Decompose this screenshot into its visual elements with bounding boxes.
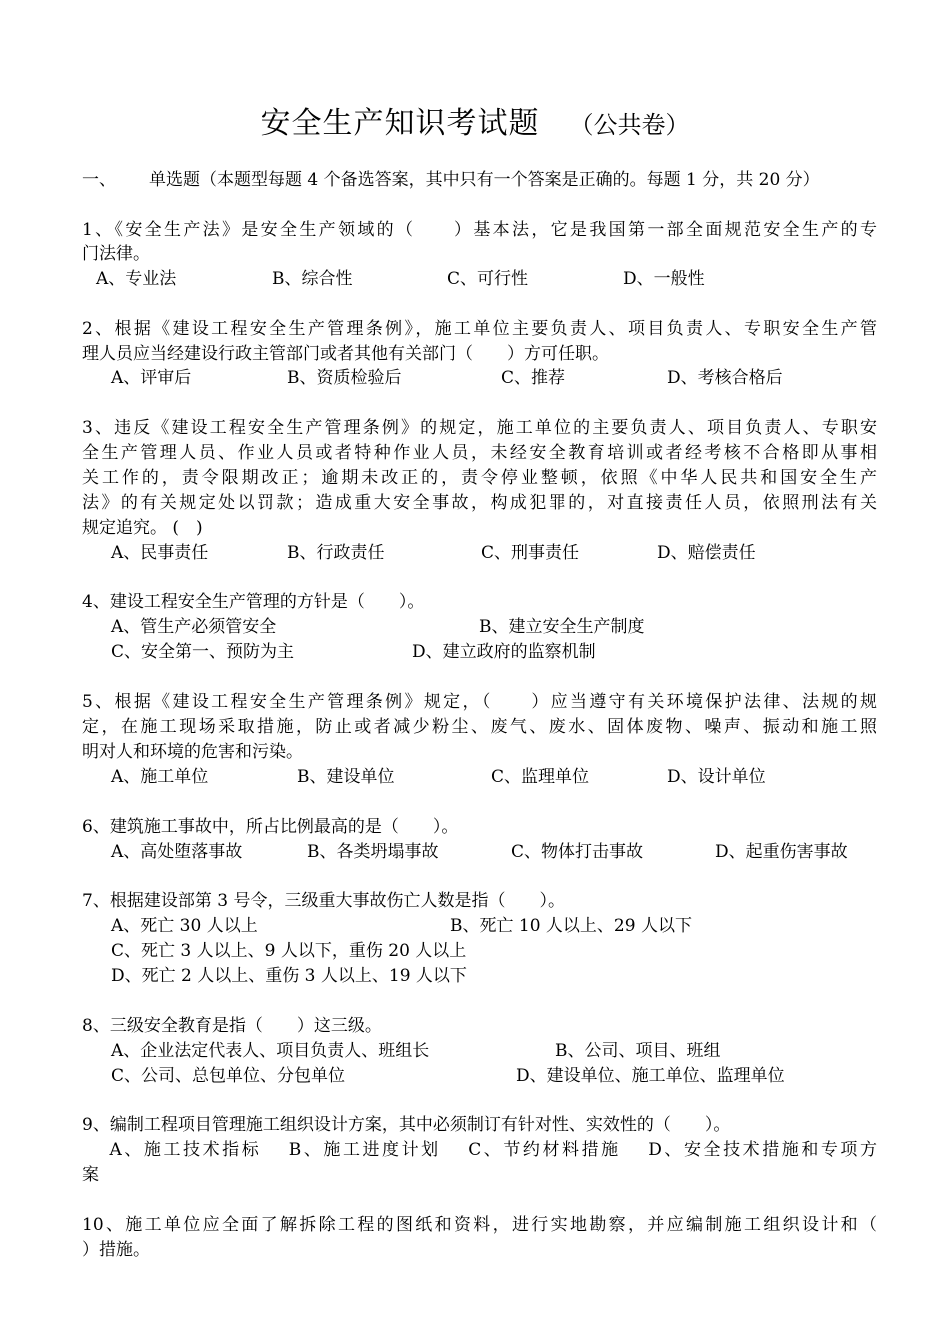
question-3-line-1: 3、违反《建设工程安全生产管理条例》的规定，施工单位的主要负责人、项目负责人、专职安 <box>82 418 877 438</box>
question-8-option-d: D、建设单位、施工单位、监理单位 <box>516 1066 785 1086</box>
question-4-option-a: A、管生产必须管安全 <box>111 617 277 637</box>
section-number: 一、 <box>82 170 116 190</box>
question-4-option-b: B、建立安全生产制度 <box>479 617 645 637</box>
question-1-line-1: 1、《安全生产法》是安全生产领域的（ ）基本法，它是我国第一部全面规范安全生产的专 <box>82 220 877 240</box>
question-7-option-c: C、死亡 3 人以上、9 人以下，重伤 20 人以上 <box>111 941 467 961</box>
question-3-option-c: C、刑事责任 <box>481 543 580 563</box>
question-3-line-5: 规定追究。 ( ) <box>82 518 203 538</box>
question-5-line-2: 定，在施工现场采取措施，防止或者减少粉尘、废气、废水、固体废物、噪声、振动和施工照 <box>82 717 877 737</box>
question-8-line-1: 8、三级安全教育是指（ ）这三级。 <box>82 1016 382 1036</box>
question-3-option-b: B、行政责任 <box>287 543 385 563</box>
question-4-option-d: D、建立政府的监察机制 <box>412 642 596 662</box>
title-sub: （公共卷） <box>569 111 690 139</box>
question-6-option-d: D、起重伤害事故 <box>715 842 848 862</box>
question-1-line-2: 门法律。 <box>82 244 150 264</box>
section-heading <box>82 168 820 192</box>
question-7-line-1: 7、根据建设部第 3 号令，三级重大事故伤亡人数是指（ ）。 <box>82 891 565 911</box>
question-5-line-3: 明对人和环境的危害和污染。 <box>82 742 303 762</box>
question-5-option-c: C、监理单位 <box>491 767 590 787</box>
question-6-line-1: 6、建筑施工事故中，所占比例最高的是（ ）。 <box>82 817 459 837</box>
question-5-option-a: A、施工单位 <box>111 767 209 787</box>
question-2-line-1: 2、根据《建设工程安全生产管理条例》，施工单位主要负责人、项目负责人、专职安全生产管 <box>82 319 877 339</box>
question-1-option-c: C、可行性 <box>447 269 529 289</box>
question-6-option-b: B、各类坍塌事故 <box>307 842 439 862</box>
question-6-option-a: A、高处堕落事故 <box>111 842 243 862</box>
section-text: 单选题（本题型每题 4 个备选答案，其中只有一个答案是正确的。每题 1 分，共 20 分） <box>149 170 820 190</box>
question-2-option-c: C、推荐 <box>501 368 566 388</box>
question-7-option-b: B、死亡 10 人以上、29 人以下 <box>450 916 692 936</box>
question-2-option-a: A、评审后 <box>111 368 192 388</box>
question-9-options-line: A、施工技术指标 B、施工进度计划 C、节约材料措施 D、安全技术措施和专项方 <box>82 1140 877 1160</box>
question-2-option-b: B、资质检验后 <box>287 368 402 388</box>
question-1-option-d: D、一般性 <box>623 269 705 289</box>
question-8-option-b: B、公司、项目、班组 <box>555 1041 721 1061</box>
question-4-option-c: C、安全第一、预防为主 <box>111 642 295 662</box>
question-8-option-c: C、公司、总包单位、分包单位 <box>111 1066 346 1086</box>
exam-title <box>0 98 950 142</box>
question-4-line-1: 4、建设工程安全生产管理的方针是（ ）。 <box>82 592 425 612</box>
title-main: 安全生产知识考试题 <box>260 106 540 141</box>
question-10-line-1: 10、施工单位应全面了解拆除工程的图纸和资料，进行实地勘察，并应编制施工组织设计和（ <box>82 1215 877 1235</box>
question-3-line-2: 全生产管理人员、作业人员或者特种作业人员，未经安全教育培训或者经考核不合格即从事相 <box>82 443 877 463</box>
question-2-line-2: 理人员应当经建设行政主管部门或者其他有关部门（ ）方可任职。 <box>82 344 609 364</box>
question-8-option-a: A、企业法定代表人、项目负责人、班组长 <box>111 1041 430 1061</box>
question-10-line-2: ）措施。 <box>82 1240 150 1260</box>
question-1-option-a: A、专业法 <box>96 269 177 289</box>
question-3-line-4: 法》的有关规定处以罚款；造成重大安全事故，构成犯罪的，对直接责任人员，依照刑法有关 <box>82 493 877 513</box>
question-5-option-d: D、设计单位 <box>667 767 766 787</box>
question-7-option-d: D、死亡 2 人以上、重伤 3 人以上、19 人以下 <box>111 966 467 986</box>
question-7-option-a: A、死亡 30 人以上 <box>111 916 258 936</box>
question-6-option-c: C、物体打击事故 <box>511 842 644 862</box>
question-2-option-d: D、考核合格后 <box>667 368 783 388</box>
question-9-line-3: 案 <box>82 1165 99 1185</box>
question-3-option-d: D、赔偿责任 <box>657 543 756 563</box>
question-1-option-b: B、综合性 <box>272 269 353 289</box>
question-5-option-b: B、建设单位 <box>297 767 395 787</box>
question-5-line-1: 5、根据《建设工程安全生产管理条例》规定，（ ）应当遵守有关环境保护法律、法规的规 <box>82 692 877 712</box>
question-3-line-3: 关工作的，责令限期改正；逾期未改正的，责令停业整顿，依照《中华人民共和国安全生产 <box>82 468 877 488</box>
question-3-option-a: A、民事责任 <box>111 543 209 563</box>
question-9-line-1: 9、编制工程项目管理施工组织设计方案，其中必须制订有针对性、实效性的（ ）。 <box>82 1115 731 1135</box>
